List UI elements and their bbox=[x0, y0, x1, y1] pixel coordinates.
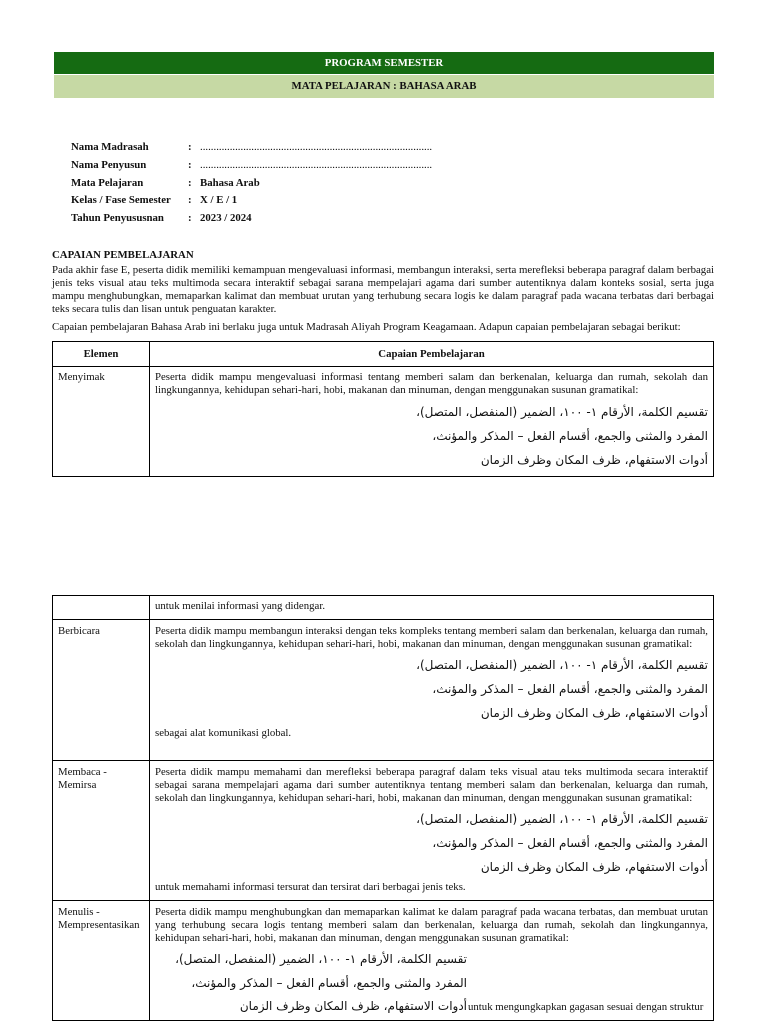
grammar-list bbox=[155, 807, 708, 879]
table-row bbox=[53, 596, 713, 619]
grammar-line-mixed bbox=[155, 995, 708, 1019]
grammar-line-arabic: تقسيم الكلمة، الأرقام ١- ١٠٠، الضمير (المنفصل، المتصل)، bbox=[416, 658, 708, 672]
info-row-penyusun bbox=[71, 157, 451, 175]
element-cell bbox=[53, 761, 149, 900]
description-text: Peserta didik mampu memahami dan merefleksi beberapa paragraf dalam teks visual atau teks multimoda secara interaktif sebagai sarana mempelajari agama dari sumber autentiknya tentang memberi salam dan berkenalan, keluarga dan rumah, sekolah dan lingkungannya, kehidupan sehari-hari, hobi, makanan dan minuman, dengan menggunakan susunan gramatikal: bbox=[155, 766, 708, 804]
info-value: 2023 / 2024 bbox=[200, 212, 252, 224]
element-cell bbox=[53, 901, 149, 1020]
info-separator: : bbox=[188, 194, 192, 207]
column-header-capaian: Capaian Pembelajaran bbox=[149, 342, 713, 366]
info-label: Nama Penyusun bbox=[71, 158, 147, 171]
element-cell bbox=[53, 620, 149, 760]
grammar-list bbox=[155, 653, 708, 725]
document-title: PROGRAM SEMESTER bbox=[324, 57, 444, 69]
capaian-table-1 bbox=[52, 341, 714, 477]
section-heading: CAPAIAN PEMBELAJARAN bbox=[52, 249, 194, 261]
info-value: Bahasa Arab bbox=[200, 176, 260, 189]
closing-text: untuk menilai informasi yang didengar. bbox=[155, 600, 326, 612]
element-name: Berbicara bbox=[58, 625, 100, 637]
table-row bbox=[53, 619, 713, 760]
closing-text: untuk mengungkapkan gagasan sesuai dengan struktur bbox=[468, 1001, 704, 1013]
info-row-kelas bbox=[71, 192, 451, 210]
info-label: Kelas / Fase Semester bbox=[71, 194, 171, 207]
grammar-line-arabic: المفرد والمثنى والجمع، أقسام الفعل – المذكر والمؤنث، bbox=[432, 682, 708, 696]
element-name: Membaca - Memirsa bbox=[58, 766, 107, 791]
grammar-line-arabic: أدوات الاستفهام، ظرف المكان وظرف الزمان bbox=[480, 453, 708, 467]
description-cell bbox=[149, 901, 713, 1020]
subject-title: MATA PELAJARAN : BAHASA ARAB bbox=[291, 80, 477, 92]
info-label: Nama Madrasah bbox=[71, 141, 149, 153]
table-row bbox=[53, 760, 713, 900]
grammar-line-arabic: تقسيم الكلمة، الأرقام ١- ١٠٠، الضمير (المنفصل، المتصل)، bbox=[416, 812, 708, 826]
closing-text: untuk memahami informasi tersurat dan tersirat dari berbagai jenis teks. bbox=[155, 881, 466, 893]
intro-paragraph: Pada akhir fase E, peserta didik memiliki kemampuan mengevaluasi informasi, membangun interaksi, serta merefleksi beberapa paragraf dalam berbagai jenis teks visual atau teks multimoda secara interaktif sebagai sarana mempelajari agama dari sumber autentiknya dalam konteks sosial, serta juga mampu menghubungkan, memaparkan kalimat dan membuat urutan yang terhubung secara logis ke dalam paragraf pada wacana terbatas dari berbagai teks secara tulis dan lisan untuk penguatan karakter. bbox=[52, 264, 714, 315]
description-cell bbox=[149, 620, 713, 760]
element-cell bbox=[53, 596, 149, 619]
description-cell bbox=[149, 596, 713, 619]
info-row-mata-pelajaran bbox=[71, 175, 451, 193]
description-text: Peserta didik mampu mengevaluasi informasi tentang memberi salam dan berkenalan, keluarga dan rumah, sekolah dan lingkungannya, kehidupan sehari-hari, hobi, makanan dan minuman, dengan menggunakan susunan gramatikal: bbox=[155, 371, 708, 396]
element-name: Menulis - Mempresentasikan bbox=[58, 906, 140, 931]
closing-text: sebagai alat komunikasi global. bbox=[155, 727, 292, 739]
element-cell bbox=[53, 367, 149, 476]
info-value-blank: ...................................................................................... bbox=[200, 158, 433, 171]
description-cell bbox=[149, 367, 713, 476]
grammar-line-arabic: المفرد والمثنى والجمع، أقسام الفعل – المذكر والمؤنث، bbox=[432, 836, 708, 850]
capaian-table-2 bbox=[52, 595, 714, 1021]
info-separator: : bbox=[188, 141, 192, 153]
grammar-line-arabic: المفرد والمثنى والجمع، أقسام الفعل – المذكر والمؤنث، bbox=[191, 975, 467, 990]
info-label: Tahun Penyususnan bbox=[71, 212, 164, 224]
table-row bbox=[53, 900, 713, 1020]
info-row-madrasah bbox=[71, 139, 451, 157]
info-label: Mata Pelajaran bbox=[71, 176, 144, 189]
subject-banner bbox=[54, 75, 714, 98]
info-separator: : bbox=[188, 212, 192, 224]
grammar-list bbox=[155, 948, 708, 1019]
title-banner bbox=[54, 52, 714, 74]
identity-block bbox=[71, 139, 451, 228]
info-separator: : bbox=[188, 158, 192, 171]
info-value-blank: ...................................................................................... bbox=[200, 141, 433, 153]
description-text: Peserta didik mampu membangun interaksi dengan teks kompleks tentang memberi salam dan berkenalan, keluarga dan rumah, sekolah dan lingkungannya, kehidupan sehari-hari, hobi, makanan dan minuman, dengan menggunakan susunan gramatikal: bbox=[155, 625, 708, 650]
info-row-tahun bbox=[71, 210, 451, 228]
grammar-line-arabic: تقسيم الكلمة، الأرقام ١- ١٠٠، الضمير (المنفصل، المتصل)، bbox=[416, 405, 708, 419]
grammar-list bbox=[155, 400, 708, 472]
table-row bbox=[53, 366, 713, 476]
info-value: X / E / 1 bbox=[200, 194, 238, 207]
grammar-line-arabic: أدوات الاستفهام، ظرف المكان وظرف الزمان bbox=[239, 999, 467, 1013]
info-separator: : bbox=[188, 176, 192, 189]
column-header-elemen: Elemen bbox=[83, 348, 119, 360]
grammar-line-arabic: أدوات الاستفهام، ظرف المكان وظرف الزمان bbox=[480, 860, 708, 874]
grammar-line-arabic: تقسيم الكلمة، الأرقام ١- ١٠٠، الضمير (المنفصل، المتصل)، bbox=[175, 952, 467, 966]
description-cell bbox=[149, 761, 713, 900]
grammar-line-arabic: أدوات الاستفهام، ظرف المكان وظرف الزمان bbox=[480, 706, 708, 720]
intro-paragraph: Capaian pembelajaran Bahasa Arab ini berlaku juga untuk Madrasah Aliyah Program Keagamaan. Adapun capaian pembelajaran sebagai berikut: bbox=[52, 321, 681, 333]
grammar-line-arabic: المفرد والمثنى والجمع، أقسام الفعل – المذكر والمؤنث، bbox=[432, 429, 708, 443]
table-header-row bbox=[53, 342, 713, 366]
description-text: Peserta didik mampu menghubungkan dan memaparkan kalimat ke dalam paragraf pada wacana terbatas, dan membuat urutan yang terhubung secara logis tentang memberi salam dan berkenalan, keluarga dan rumah, sekolah dan lingkungannya, kehidupan sehari-hari, hobi, makanan dan minuman, dengan menggunakan susunan gramatikal: bbox=[155, 906, 708, 944]
element-name: Menyimak bbox=[58, 371, 105, 383]
